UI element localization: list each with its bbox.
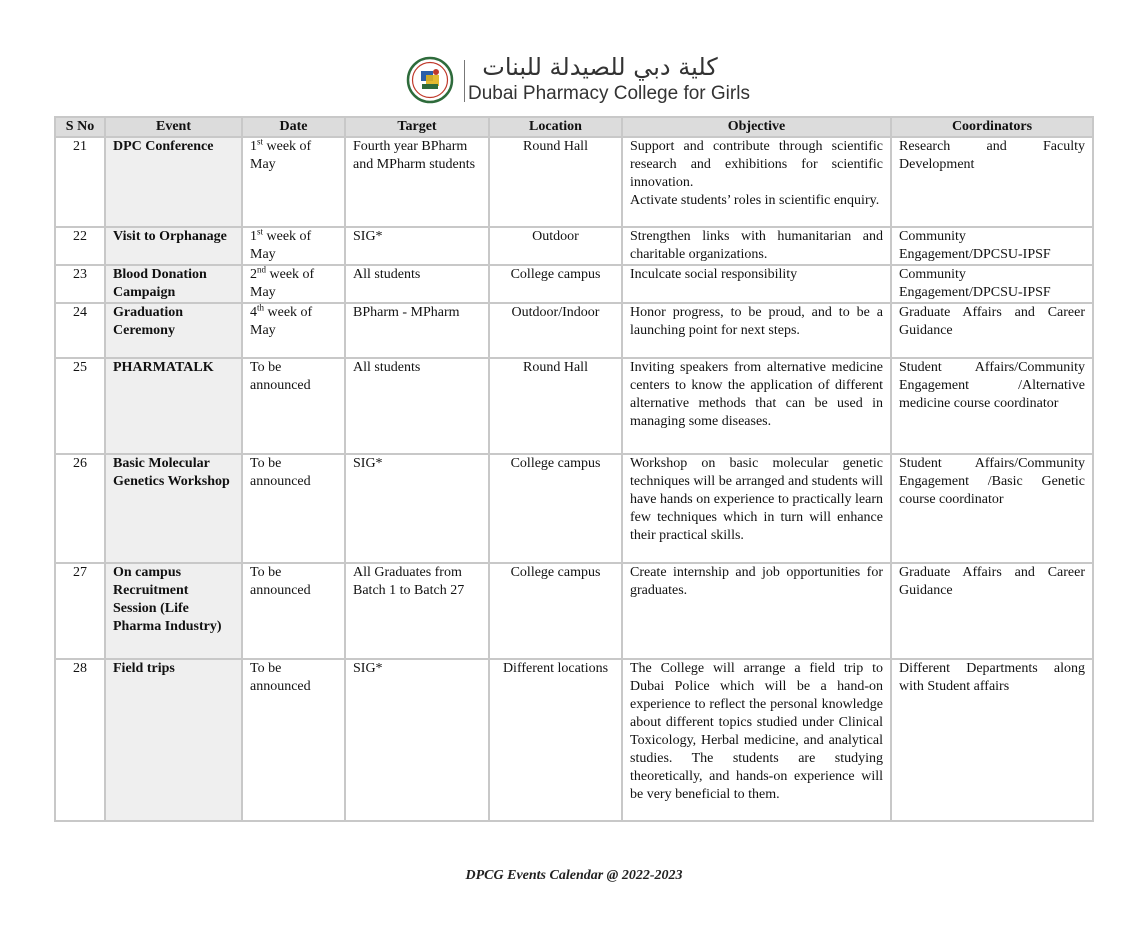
serial-number-cell: 26 [55, 454, 105, 563]
event-name-cell: Visit to Orphanage [105, 227, 242, 265]
objective-line: Create internship and job opportunities for graduates. [630, 565, 883, 598]
coordinators-cell: Graduate Affairs and Career Guidance [891, 303, 1093, 358]
table-row [55, 303, 1093, 358]
coordinators-cell: Community Engagement/DPCSU-IPSF [891, 227, 1093, 265]
date-cell [242, 563, 345, 659]
date-cell [242, 227, 345, 265]
date-ordinal-number: 1 [250, 229, 257, 244]
target-cell: All Graduates from Batch 1 to Batch 27 [345, 563, 489, 659]
column-objective-header: Objective [622, 117, 891, 137]
location-cell: College campus [489, 454, 622, 563]
objective-line: Strengthen links with humanitarian and charitable organizations. [630, 229, 883, 262]
target-cell: Fourth year BPharm and MPharm students [345, 137, 489, 227]
date-text: To be announced [250, 456, 311, 489]
serial-number-cell: 28 [55, 659, 105, 821]
serial-number-cell: 21 [55, 137, 105, 227]
coordinators-cell: Graduate Affairs and Career Guidance [891, 563, 1093, 659]
objective-cell [622, 303, 891, 358]
location-cell: Round Hall [489, 358, 622, 454]
event-name-cell: Blood Donation Campaign [105, 265, 242, 303]
date-cell [242, 454, 345, 563]
date-ordinal-suffix: nd [257, 264, 266, 275]
date-text: week of May [250, 305, 313, 338]
objective-cell [622, 358, 891, 454]
event-name-cell: DPC Conference [105, 137, 242, 227]
objective-line: Workshop on basic molecular genetic techniques will be arranged and students will have hands on experience to practically learn few techniques which in turn will enhance their practical skills. [630, 456, 883, 543]
table-row [55, 454, 1093, 563]
date-ordinal-suffix: st [257, 136, 264, 147]
location-cell: College campus [489, 265, 622, 303]
coordinators-cell: Student Affairs/Community Engagement /Alternative medicine course coordinator [891, 358, 1093, 454]
objective-cell [622, 137, 891, 227]
column-sno-header: S No [55, 117, 105, 137]
event-name-cell: Basic Molecular Genetics Workshop [105, 454, 242, 563]
date-ordinal-suffix: th [257, 302, 265, 313]
event-name-cell: PHARMATALK [105, 358, 242, 454]
event-name-cell: On campus Recruitment Session (Life Pharma Industry) [105, 563, 242, 659]
table-row [55, 358, 1093, 454]
coordinators-cell: Student Affairs/Community Engagement /Basic Genetic course coordinator [891, 454, 1093, 563]
date-text: week of May [250, 267, 315, 300]
serial-number-cell: 23 [55, 265, 105, 303]
target-cell: BPharm - MPharm [345, 303, 489, 358]
event-name-cell: Field trips [105, 659, 242, 821]
objective-line: The College will arrange a field trip to Dubai Police which will be a hand-on experience to reflect the personal knowledge about different topics studied under Clinical Toxicology, Herbal medicine, and analytical studies. The students are studying theoretically, and hands-on experience will be very beneficial to them. [630, 661, 883, 802]
coordinators-cell: Different Departments along with Student affairs [891, 659, 1093, 821]
table-header-row [55, 117, 1093, 137]
serial-number-cell: 22 [55, 227, 105, 265]
serial-number-cell: 24 [55, 303, 105, 358]
coordinators-cell: Research and Faculty Development [891, 137, 1093, 227]
target-cell: SIG* [345, 659, 489, 821]
column-coordinators-header: Coordinators [891, 117, 1093, 137]
event-name-cell: Graduation Ceremony [105, 303, 242, 358]
date-cell [242, 265, 345, 303]
location-cell: Outdoor/Indoor [489, 303, 622, 358]
location-cell: Outdoor [489, 227, 622, 265]
objective-line: Inviting speakers from alternative medicine centers to know the application of different alternative methods that can be used in managing some diseases. [630, 360, 883, 429]
objective-cell [622, 659, 891, 821]
date-ordinal-number: 2 [250, 267, 257, 282]
objective-cell [622, 227, 891, 265]
column-event-header: Event [105, 117, 242, 137]
footer-caption: DPCG Events Calendar @ 2022-2023 [465, 868, 683, 883]
objective-cell [622, 563, 891, 659]
date-text: To be announced [250, 565, 311, 598]
serial-number-cell: 27 [55, 563, 105, 659]
logo-divider [464, 60, 465, 102]
target-cell: SIG* [345, 454, 489, 563]
date-cell [242, 659, 345, 821]
date-ordinal-number: 4 [250, 305, 257, 320]
date-ordinal-suffix: st [257, 226, 264, 237]
college-name-arabic: كلية دبي للصيدلة للبنات [482, 53, 718, 81]
objective-cell [622, 265, 891, 303]
date-cell [242, 303, 345, 358]
coordinators-cell: Community Engagement/DPCSU-IPSF [891, 265, 1093, 303]
college-name-english: Dubai Pharmacy College for Girls [468, 83, 750, 104]
target-cell: All students [345, 358, 489, 454]
date-cell [242, 358, 345, 454]
target-cell: All students [345, 265, 489, 303]
serial-number-cell: 25 [55, 358, 105, 454]
events-table [54, 116, 1094, 822]
table-row [55, 265, 1093, 303]
column-date-header: Date [242, 117, 345, 137]
table-row [55, 563, 1093, 659]
date-text: week of May [250, 139, 312, 172]
date-text: To be announced [250, 360, 311, 393]
date-cell [242, 137, 345, 227]
table-row [55, 659, 1093, 821]
objective-line: Support and contribute through scientific research and exhibitions for scientific innovation. [630, 139, 883, 190]
location-cell: College campus [489, 563, 622, 659]
table-row [55, 137, 1093, 227]
column-target-header: Target [345, 117, 489, 137]
location-cell: Different locations [489, 659, 622, 821]
date-text: To be announced [250, 661, 311, 694]
objective-line: Honor progress, to be proud, and to be a launching point for next steps. [630, 305, 883, 338]
table-body [55, 137, 1093, 821]
date-ordinal-number: 1 [250, 139, 257, 154]
college-emblem-icon [406, 56, 454, 104]
date-text: week of May [250, 229, 312, 262]
table-row [55, 227, 1093, 265]
objective-line: Activate students’ roles in scientific enquiry. [630, 193, 880, 208]
objective-cell [622, 454, 891, 563]
college-logo-header [406, 52, 750, 108]
location-cell: Round Hall [489, 137, 622, 227]
objective-line: Inculcate social responsibility [630, 267, 798, 282]
column-location-header: Location [489, 117, 622, 137]
target-cell: SIG* [345, 227, 489, 265]
